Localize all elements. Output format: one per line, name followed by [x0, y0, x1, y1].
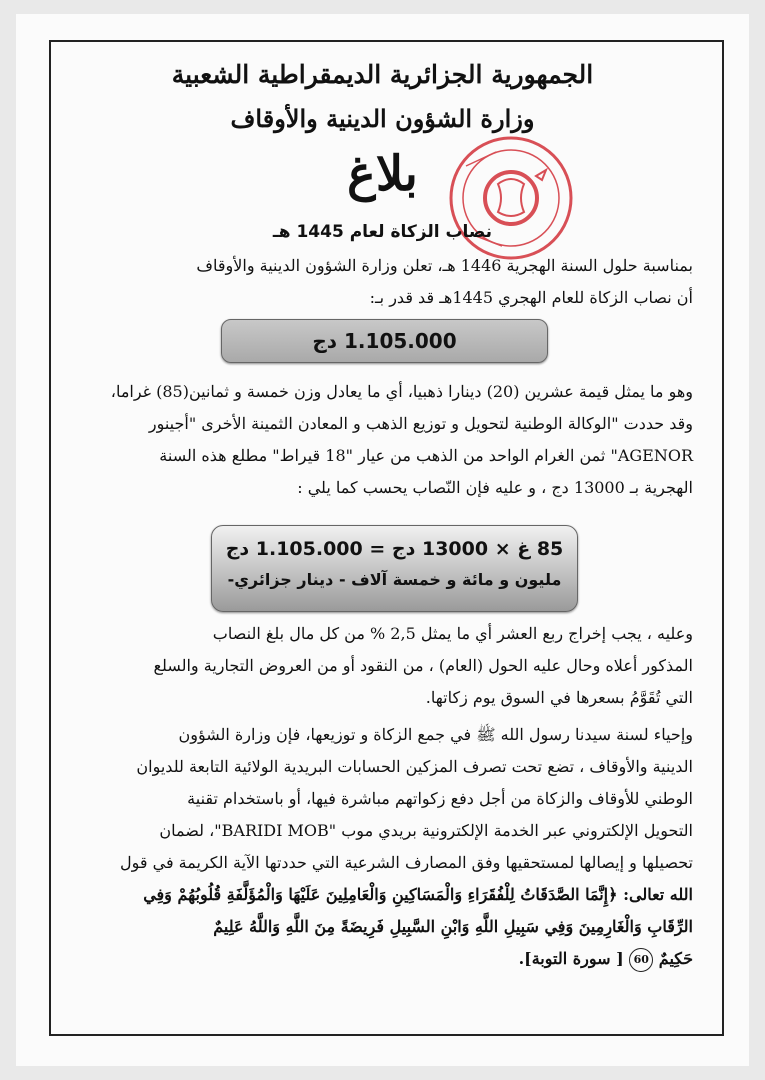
distribution-line: وإحياء لسنة سيدنا رسول الله ﷺ في جمع الزكاة و توزيعها، فإن وزارة الشؤون: [178, 725, 693, 744]
notice-subtitle: نصاب الزكاة لعام 1445 هـ: [272, 222, 493, 242]
distribution-line: الدينية والأوقاف ، تضع تحت تصرف المزكين الحسابات البريدية الولائية التابعة للديوان: [136, 757, 693, 776]
obligation-paragraph: [72, 618, 693, 714]
intro-paragraph: [72, 250, 693, 314]
distribution-paragraph: [72, 719, 693, 975]
distribution-line: تحصيلها و إيصالها لمستحقيها وفق المصارف الشرعية التي حددتها الآية الكريمة في قول: [119, 853, 693, 872]
obligation-line: التي تُقَوَّمُ بسعرها في السوق يوم زكاتها.: [425, 688, 693, 707]
verse-end-line: [72, 943, 693, 975]
verse-final-word: حَكِيمٌ: [658, 949, 693, 968]
intro-line: أن نصاب الزكاة للعام الهجري 1445هـ قد قدر بـ:: [369, 288, 693, 307]
explanation-line: الهجرية بـ 13000 دج ، و عليه فإن النّصاب يحسب كما يلي :: [297, 478, 693, 497]
verse-line: الرِّقَابِ وَالْغَارِمِينَ وَفِي سَبِيلِ اللَّهِ وَابْنِ السَّبِيلِ فَرِيضَةً مِنَ اللَّهِ وَاللَّهُ عَلِيمٌ: [213, 917, 693, 936]
explanation-line: وقد حددت "الوكالة الوطنية لتحويل و توزيع الذهب و المعادن الثمينة الأخرى "أجينور: [148, 414, 693, 433]
notice-title: بلاغ: [347, 146, 418, 202]
verse-number-icon: 60: [629, 948, 653, 972]
surah-reference: [ سورة التوبة].: [518, 949, 624, 968]
intro-line: بمناسبة حلول السنة الهجرية 1446 هـ، تعلن وزارة الشؤون الدينية والأوقاف: [196, 256, 693, 275]
calculation-box: [211, 525, 578, 612]
obligation-line: المذكور أعلاه وحال عليه الحول (العام) ، من النقود أو من العروض التجارية والسلع: [153, 656, 693, 675]
explanation-line: وهو ما يمثل قيمة عشرين (20) دينارا ذهبيا، أي ما يعادل وزن خمسة و ثمانين(85) غراما،: [110, 382, 693, 401]
obligation-line: وعليه ، يجب إخراج ربع العشر أي ما يمثل 2,5 % من كل مال بلغ النصاب: [212, 624, 693, 643]
notice-page: [16, 14, 749, 1066]
explanation-line: AGENOR" ثمن الغرام الواحد من الذهب من عيار "18 قيراط" مطلع هذه السنة: [159, 446, 693, 465]
distribution-line: التحويل الإلكتروني عبر الخدمة الإلكترونية بريدي موب "BARIDI MOB"، لضمان: [159, 821, 693, 840]
ministry-header: وزارة الشؤون الدينية والأوقاف: [230, 104, 535, 133]
verse-line: الله تعالى: ﴿إِنَّمَا الصَّدَقَاتُ لِلْفُقَرَاءِ وَالْمَسَاكِينِ وَالْعَامِلِينَ عَلَيْهَا وَالْمُؤَلَّفَةِ قُلُوبُهُمْ وَفِي: [143, 885, 693, 904]
nisab-formula: 85 غ × 13000 دج = 1.105.000 دج: [225, 538, 564, 560]
nisab-amount-box: [221, 319, 548, 363]
republic-header: الجمهورية الجزائرية الديمقراطية الشعبية: [171, 60, 594, 89]
amount-in-words: مليون و مائة و خمسة آلاف - دينار جزائري-: [227, 570, 562, 589]
distribution-line: الوطني للأوقاف والزكاة من أجل دفع زكواتهم مباشرة فيها، أو باستخدام تقنية: [187, 789, 693, 808]
nisab-amount: 1.105.000 دج: [312, 329, 457, 353]
explanation-paragraph: [72, 376, 693, 504]
